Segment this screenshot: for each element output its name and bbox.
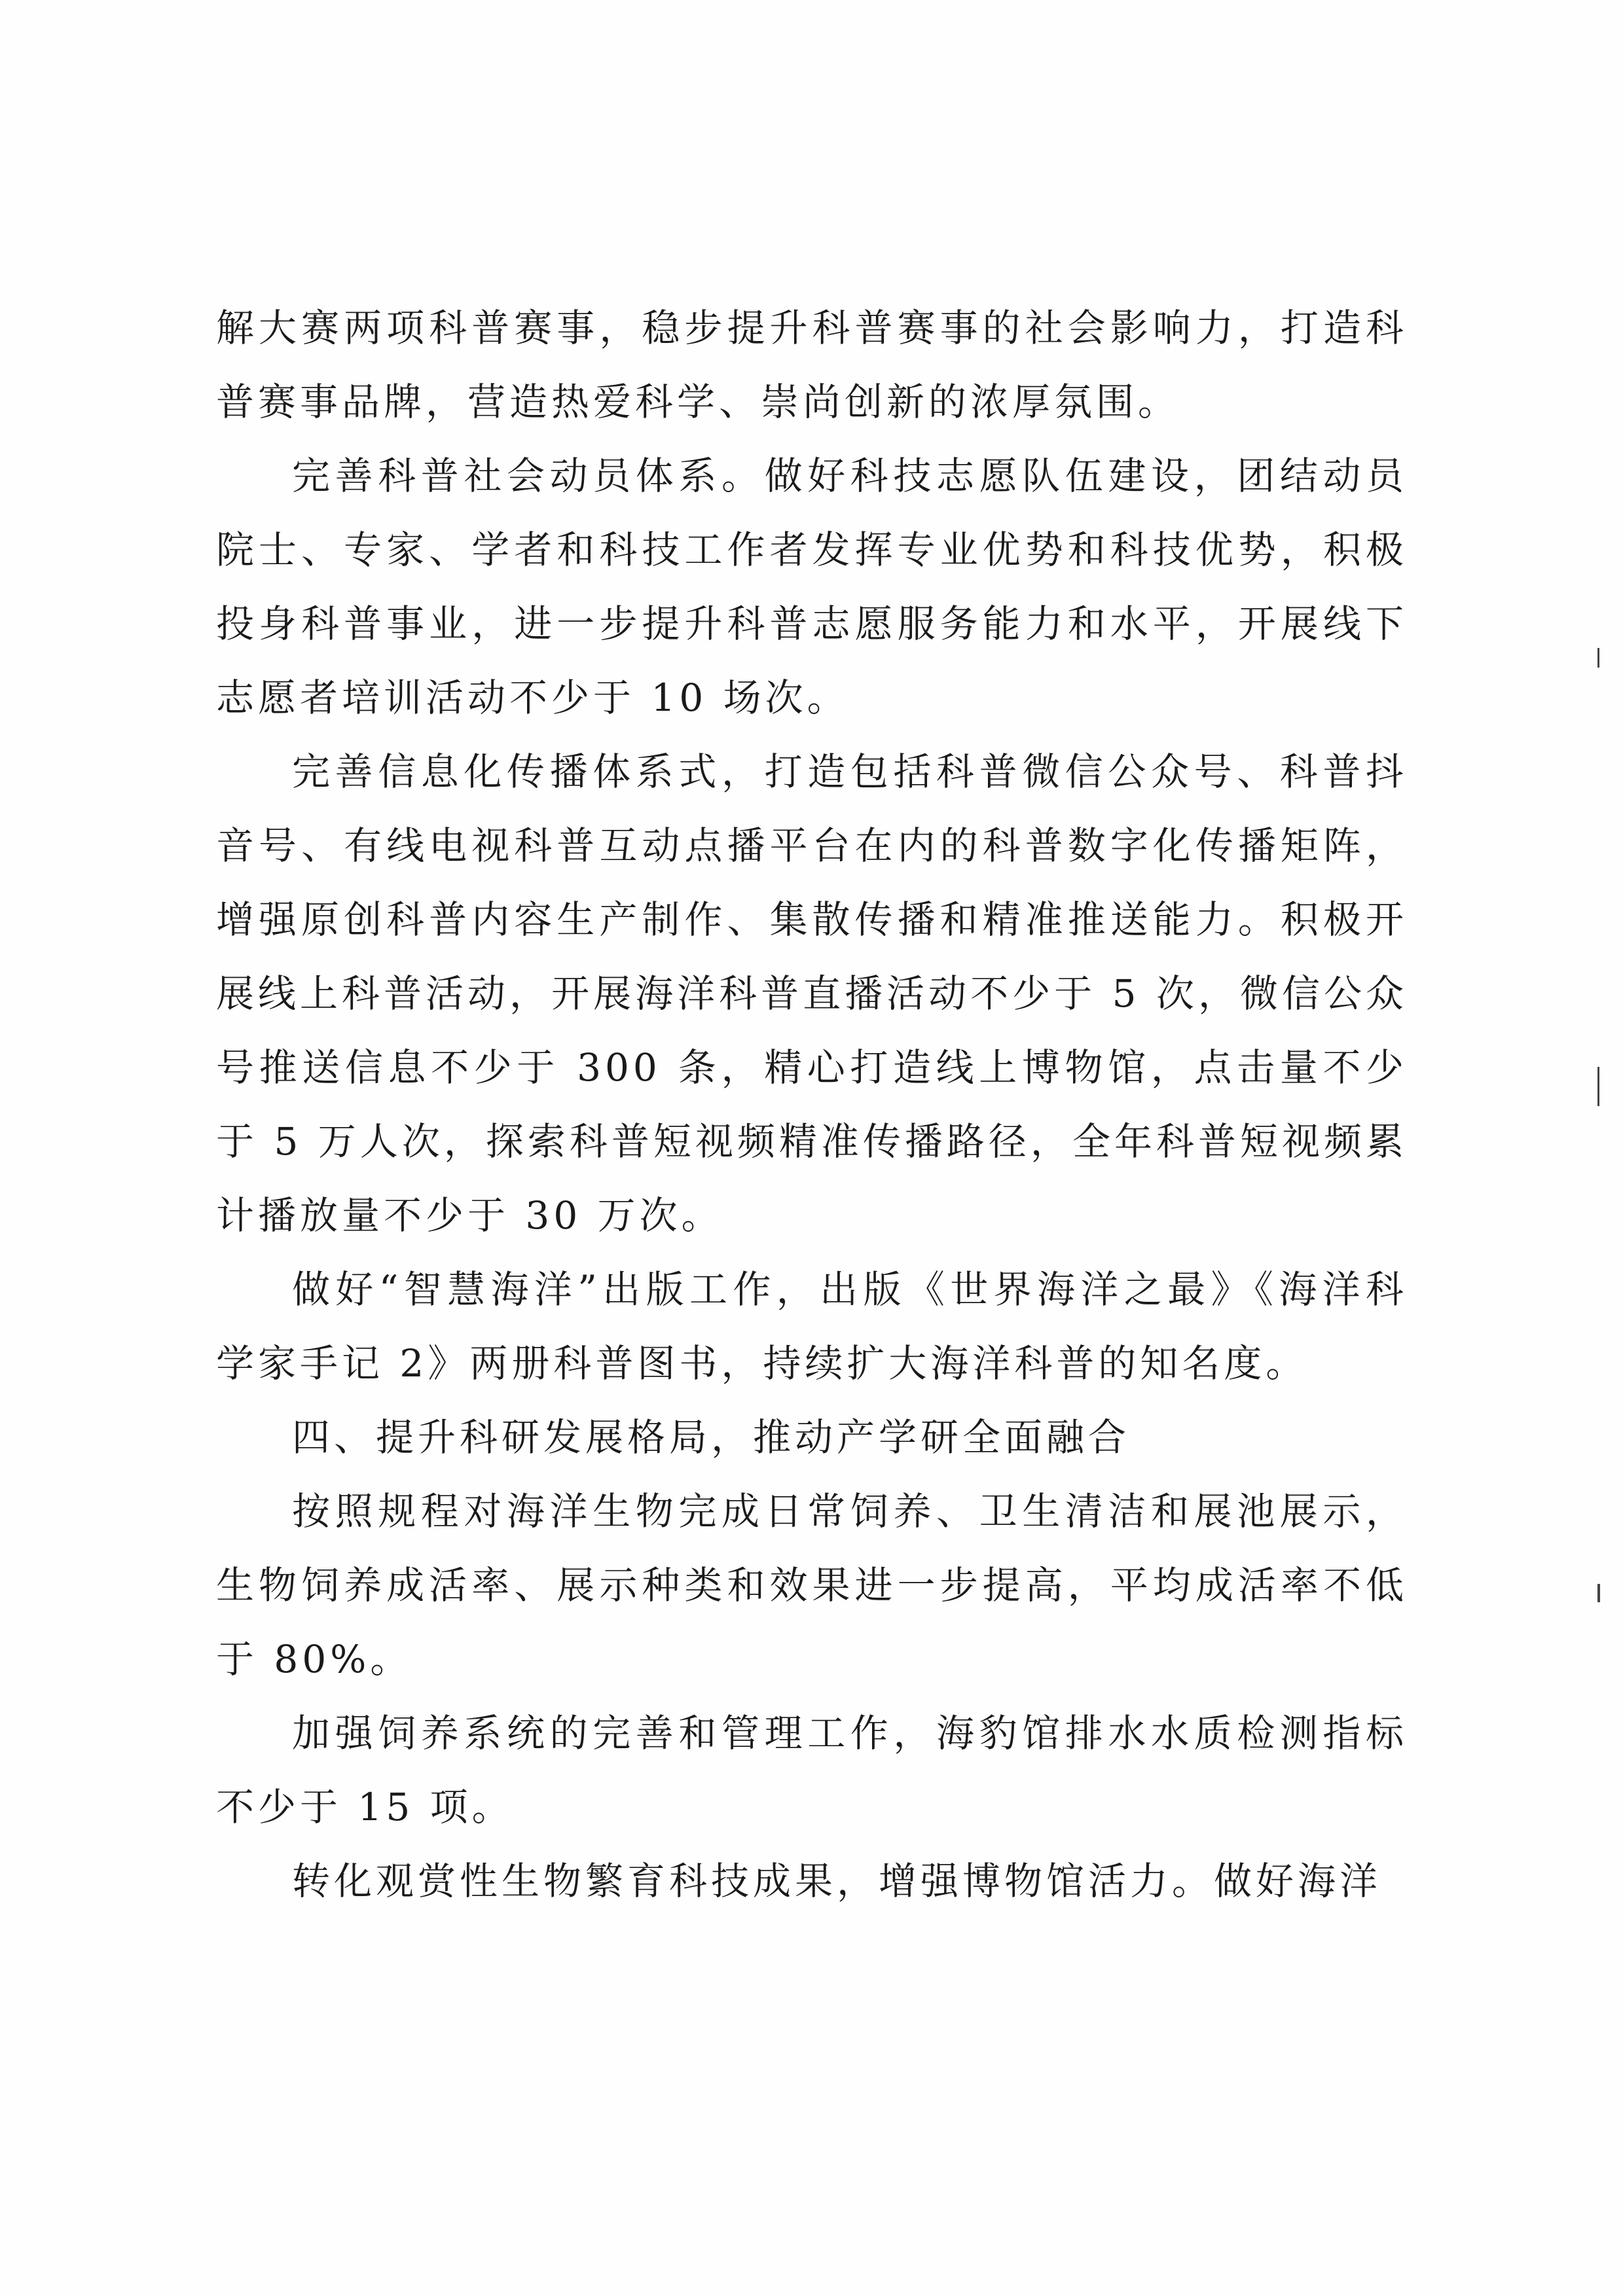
paragraph-publication: 做好“智慧海洋”出版工作，出版《世界海洋之最》《海洋科学家手记 2》两册科普图书，持续扩大海洋科普的知名度。 — [216, 1267, 1408, 1386]
scan-edge-mark — [1597, 1584, 1600, 1602]
paragraph-information-dissemination: 完善信息化传播体系式，打造包括科普微信公众号、科普抖音号、有线电视科普互动点播平台在内的科普数字化传播矩阵，增强原创科普内容生产制作、集散传播和精准推送能力。积极开展线上科普活动，开展海洋科普直播活动不少于 5 次，微信公众号推送信息不少于 300 条，精心打造线上博物馆，点击量不少于 5 万人次，探索科普短视频精准传播路径，全年科普短视频累计播放量不少于 30 万次。 — [216, 749, 1408, 1238]
section-heading-research: 四、提升科研发展格局，推动产学研全面融合 — [292, 1415, 1131, 1460]
paragraph-feeding-system: 加强饲养系统的完善和管理工作，海豹馆排水水质检测指标不少于 15 项。 — [216, 1711, 1408, 1829]
document-body — [216, 291, 1408, 1918]
scan-edge-mark — [1597, 1067, 1599, 1106]
paragraph-marine-life-care: 按照规程对海洋生物完成日常饲养、卫生清洁和展池展示，生物饲养成活率、展示种类和效果进一步提高，平均成活率不低于 80%。 — [216, 1489, 1408, 1681]
paragraph-volunteer-system: 完善科普社会动员体系。做好科技志愿队伍建设，团结动员院士、专家、学者和科技工作者发挥专业优势和科技优势，积极投身科普事业，进一步提升科普志愿服务能力和水平，开展线下志愿者培训活动不少于 10 场次。 — [216, 454, 1408, 720]
paragraph-science-competition: 解大赛两项科普赛事，稳步提升科普赛事的社会影响力，打造科普赛事品牌，营造热爱科学、崇尚创新的浓厚氛围。 — [216, 306, 1408, 424]
scan-edge-mark — [1597, 648, 1599, 668]
paragraph-breeding-achievements: 转化观赏性生物繁育科技成果，增强博物馆活力。做好海洋 — [292, 1859, 1382, 1903]
